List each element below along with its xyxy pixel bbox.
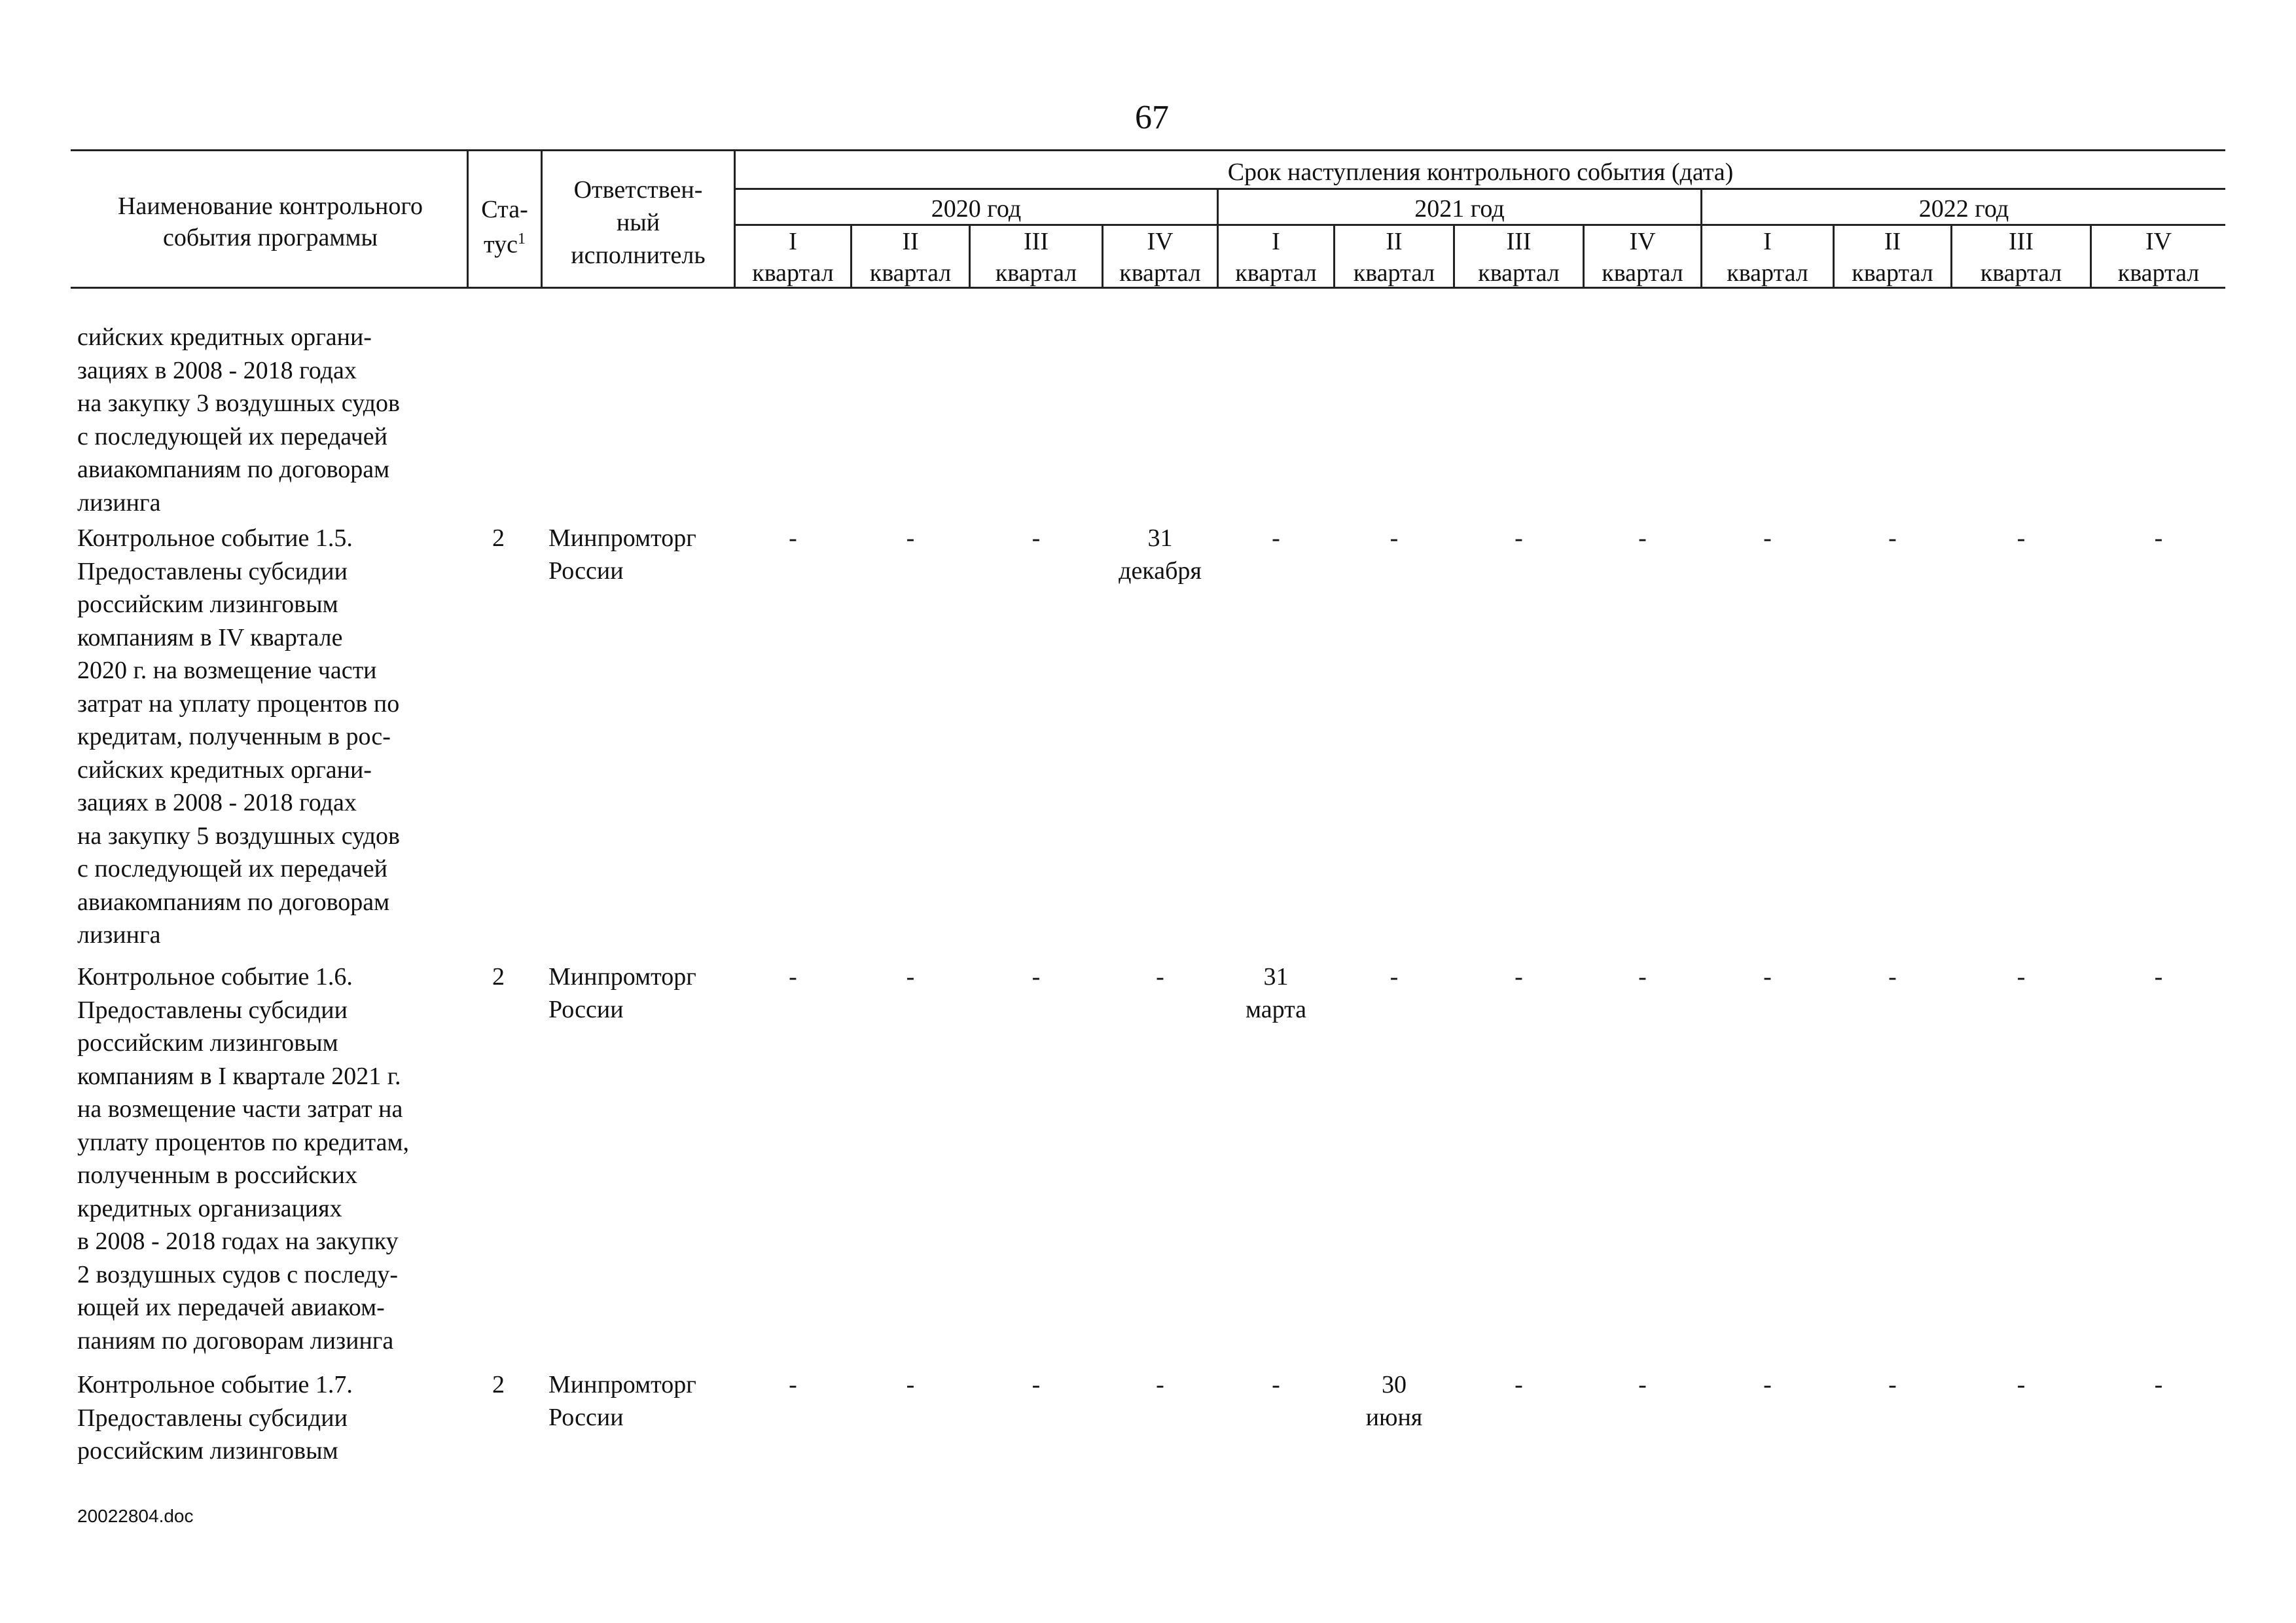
quarter-number: II (1386, 228, 1403, 255)
row-2-event-name: Контрольное событие 1.6. Предоставлены субсидии российским лизинговым компаниям в I квартале 2021 г. на возмещение части затрат на уплату процентов по кредитам, полученным в российских кредитных организациях в 2008 - 2018 годах на закупку 2 воздушных судов с последу- ющей их передачей авиаком- паниям по договорам лизинга (77, 963, 410, 1355)
date-cell: - (1390, 524, 1399, 552)
col-status-header-line2 (470, 223, 539, 261)
date-cell: - (1031, 524, 1041, 552)
quarter-word: квартал (1235, 259, 1317, 287)
date-cell: 31 (1147, 524, 1173, 552)
date-cell: - (789, 1371, 797, 1398)
quarter-word: квартал (1119, 259, 1201, 287)
date-cell: - (1638, 1371, 1647, 1398)
date-cell: - (906, 1371, 915, 1398)
quarter-word: квартал (869, 259, 952, 287)
date-cell: - (1888, 524, 1897, 552)
date-cell: - (2154, 1371, 2163, 1398)
quarter-number: III (1024, 228, 1049, 255)
date-cell: 30 (1382, 1371, 1407, 1398)
quarter-word: квартал (1727, 259, 1808, 287)
year-2020: 2020 год (931, 195, 1022, 223)
quarter-number: II (902, 228, 919, 255)
col-name-header-line2: события программы (162, 224, 378, 251)
date-cell: - (1515, 524, 1523, 552)
quarter-number: I (1272, 228, 1280, 255)
quarter-word: квартал (2117, 259, 2200, 287)
year-2021: 2021 год (1414, 195, 1505, 223)
date-cell: - (2017, 963, 2026, 991)
date-cell: - (2017, 1371, 2026, 1398)
col-resp-header-line1: Ответствен- (573, 176, 703, 204)
col-resp-header-line2: ный (616, 209, 660, 236)
row-3-responsible-line2: России (548, 1404, 624, 1431)
quarter-number: I (1763, 228, 1772, 255)
date-cell: - (1763, 1371, 1772, 1398)
row-2-responsible-line2: России (548, 996, 624, 1023)
quarter-word: квартал (1478, 259, 1560, 287)
date-cell: - (2017, 524, 2026, 552)
year-2022: 2022 год (1918, 195, 2009, 223)
date-cell: 31 (1263, 963, 1289, 991)
row-3-responsible-line1: Минпромторг (548, 1371, 696, 1398)
quarter-number: I (789, 228, 797, 255)
row-1-responsible-line1: Минпромторг (548, 524, 696, 552)
deadline-title: Срок наступления контрольного события (дата) (1227, 158, 1734, 186)
date-cell: - (1031, 1371, 1041, 1398)
row-1-responsible-line2: России (548, 557, 624, 585)
date-cell: - (2154, 524, 2163, 552)
date-cell: - (1638, 524, 1647, 552)
date-cell: - (789, 963, 797, 991)
col-status-header-line1: Ста- (481, 196, 528, 223)
date-cell: - (1763, 524, 1772, 552)
date-cell: - (1515, 963, 1523, 991)
date-cell-month: марта (1245, 996, 1307, 1023)
row-3-status: 2 (492, 1371, 505, 1398)
date-cell: - (1272, 524, 1280, 552)
quarter-number: III (2009, 228, 2034, 255)
col-divider-status (541, 149, 543, 288)
page-number: 67 (1135, 99, 1169, 136)
header-top-rule (71, 149, 2225, 151)
row-1-event-name: Контрольное событие 1.5. Предоставлены субсидии российским лизинговым компаниям в IV квартале 2020 г. на возмещение части затрат на уплату процентов по кредитам, полученным в рос- сийских кредитных органи- зациях в 2008 - 2018 годах на закупку 5 воздушных судов с последующей их передачей авиакомпаниям по договорам лизинга (77, 524, 400, 949)
col-resp-header-line3: исполнитель (571, 242, 706, 269)
row-2-responsible-line1: Минпромторг (548, 963, 696, 991)
date-cell: - (1638, 963, 1647, 991)
date-cell: - (906, 524, 915, 552)
col-status-header-text: тус (484, 230, 518, 259)
row-1-status: 2 (492, 524, 505, 552)
date-cell: - (1156, 963, 1164, 991)
row-2-status: 2 (492, 963, 505, 991)
quarter-number: IV (1147, 228, 1174, 255)
date-cell: - (1888, 1371, 1897, 1398)
quarter-number: III (1506, 228, 1532, 255)
date-cell: - (1272, 1371, 1280, 1398)
quarter-number: IV (1629, 228, 1656, 255)
date-cell-month: июня (1365, 1404, 1423, 1431)
quarter-word: квартал (1980, 259, 2062, 287)
col-status-footnote-mark: 1 (517, 230, 526, 247)
quarter-word: квартал (1353, 259, 1435, 287)
date-cell: - (1390, 963, 1399, 991)
date-cell: - (1515, 1371, 1523, 1398)
date-cell: - (1031, 963, 1041, 991)
date-cell: - (906, 963, 915, 991)
date-cell: - (1156, 1371, 1164, 1398)
quarter-number: IV (2145, 228, 2172, 255)
quarter-word: квартал (1602, 259, 1683, 287)
col-divider-name (467, 149, 469, 288)
row-3-event-name: Контрольное событие 1.7. Предоставлены субсидии российским лизинговым (77, 1371, 353, 1465)
date-cell: - (789, 524, 797, 552)
date-cell-month: декабря (1119, 557, 1202, 585)
footer-filename: 20022804.doc (77, 1506, 194, 1526)
quarter-word: квартал (995, 259, 1077, 287)
row-0-event-name: сийских кредитных органи- зациях в 2008 - 2018 годах на закупку 3 воздушных судов с последующей их передачей авиакомпаниям по договорам лизинга (77, 323, 400, 517)
quarter-word: квартал (1852, 259, 1933, 287)
quarter-word: квартал (752, 259, 834, 287)
quarter-number: II (1884, 228, 1901, 255)
col-name-header-line1: Наименование контрольного (118, 192, 423, 220)
date-cell: - (1888, 963, 1897, 991)
date-cell: - (1763, 963, 1772, 991)
date-cell: - (2154, 963, 2163, 991)
